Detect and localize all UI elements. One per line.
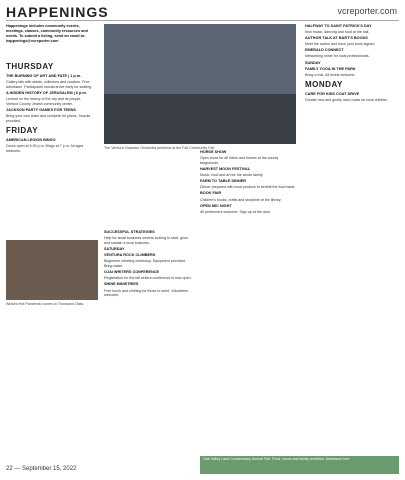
- col2-item: Free lunch and clothing for those in need. Volunteers welcome.: [104, 288, 189, 298]
- col2-item: Registration for the fall writers conference is now open.: [104, 276, 192, 281]
- col1-item: Doors open at 5:30 p.m. Bingo at 7 p.m. All ages welcome.: [6, 144, 84, 154]
- col1-item: A HIDDEN HISTORY OF JERUSALEM | 6 p.m.: [6, 91, 87, 96]
- col4-item: Donate new and gently used coats for local children.: [305, 97, 389, 102]
- page-folio: 22 — September 15, 2022: [6, 466, 77, 472]
- col4-item: FAMILY YOGA IN THE PARK: [305, 66, 356, 71]
- col1-item: THE BURNING OF ART AND FATE | 1 p.m.: [6, 74, 82, 78]
- col4-item: MONDAY: [305, 79, 343, 89]
- col4-item: Bring a mat. All levels welcome.: [305, 72, 356, 77]
- masthead: HAPPENINGS: [6, 4, 109, 20]
- ad-text: Oak Valley Land Conservancy Annual Fair. Food, music and family activities. Admission free.: [203, 457, 351, 461]
- photo-caption: The Ventura Chamber Orchestra performs at the Fall Community Fair.: [104, 146, 216, 150]
- col4-item: SUNDAY: [305, 60, 321, 65]
- col4-item: CARE FOR KIDS COAT DRIVE: [305, 91, 360, 96]
- col4-item: Networking mixer for local professionals.: [305, 54, 370, 59]
- photo-caption-2: Wicked Hot Pandemic comes to Thousand Oaks.: [6, 302, 85, 306]
- col3-item: Open show for all riders and horses at the county fairgrounds.: [200, 156, 279, 165]
- col2-item: SUCCESSFUL STRATEGIES: [104, 230, 155, 234]
- col2-item: SHINE MINISTRIES: [104, 282, 139, 287]
- col3-item: Dinner prepared with local produce to benefit the food bank.: [200, 185, 296, 190]
- col2-item: VENTURA ROCK CLIMBERS: [104, 253, 156, 258]
- column-2: [104, 230, 192, 300]
- column-1: [6, 60, 94, 155]
- site-url[interactable]: vcreporter.com: [337, 6, 397, 16]
- photo-image: [104, 24, 296, 144]
- column-4: [305, 24, 399, 104]
- col4-item: AUTHOR TALK AT BART'S BOOKS: [305, 36, 368, 41]
- col1-item: Bring your own team and compete for prizes. Snacks provided.: [6, 114, 91, 124]
- col2-item: Beginners climbing workshop. Equipment provided. Bring water.: [104, 259, 186, 269]
- col3-item: BOOK FAIR: [200, 191, 222, 196]
- col1-item: JACKSON PARTY GAMES FOR TEENS: [6, 108, 76, 113]
- top-rule: [6, 20, 399, 21]
- col3-item: All performers welcome. Sign up at the door.: [200, 209, 271, 214]
- col2-item: Help for small business owners looking to start, grow and sustain a local business.: [104, 236, 188, 245]
- col2-item: OJAI WRITERS CONFERENCE: [104, 270, 160, 275]
- intro-text: Happenings includes community events, meetings, classes, community resources and needs. To submit a listing, send an email to: happenings@vcreporter.com: [6, 24, 88, 43]
- col4-item: HALFWAY TO SAINT PATRICK'S DAY: [305, 24, 372, 28]
- col4-item: Meet the author and have your book signed.: [305, 42, 376, 47]
- col3-item: Children's books, crafts and storytime at the library.: [200, 197, 282, 202]
- col4-item: Irish music, dancing and food at the hall.: [305, 30, 370, 35]
- col3-item: OPEN MIC NIGHT: [200, 203, 232, 208]
- photo-image-2: [6, 240, 98, 300]
- col1-item: Gallery talk with artists, collectors and curators. Free admission. Participants should arrive early for seating.: [6, 80, 93, 89]
- col4-item: EMERALD CONNECT: [305, 48, 344, 53]
- col3-item: Music, food and art for the whole family.: [200, 173, 264, 178]
- event-photo-2: [6, 240, 98, 300]
- event-photo: [104, 24, 296, 144]
- column-3: [200, 150, 296, 216]
- col1-item: FRIDAY: [6, 126, 39, 136]
- intro: [6, 24, 94, 45]
- col1-item: Lecture on the history of the city and its people. Ventura County Jewish community center.: [6, 97, 82, 107]
- col2-item: SATURDAY: [104, 247, 125, 252]
- col3-item: FARM TO TABLE DINNER: [200, 179, 247, 184]
- col1-item: THURSDAY: [6, 62, 54, 71]
- advertisement[interactable]: [200, 456, 399, 474]
- col3-item: HORSE SHOW: [200, 150, 227, 154]
- col1-item: AMERICAN LEGION BINGO: [6, 138, 56, 143]
- col3-item: HARVEST MOON FESTIVAL: [200, 167, 251, 172]
